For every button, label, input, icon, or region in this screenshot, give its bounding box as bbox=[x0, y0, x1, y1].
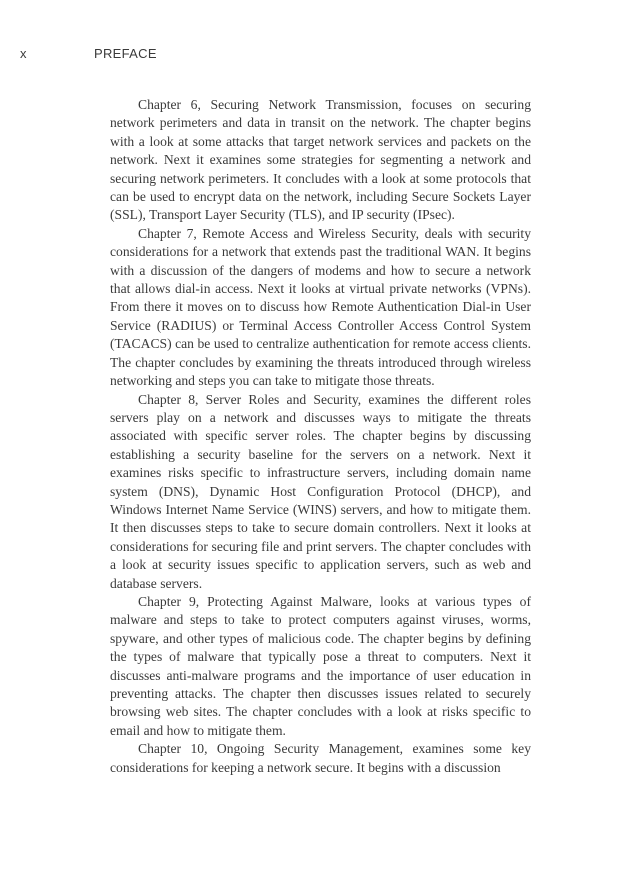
paragraph-chapter-7: Chapter 7, Remote Access and Wireless Security, deals with security considerations for a network that extends past the traditional WAN. It begins with a discussion of the dangers of modems and how to secure a network that allows dial-in access. Next it looks at virtual private networks (VPNs). From there it moves on to discuss how Remote Authentication Dial-in User Service (RADIUS) or Terminal Access Controller Access Control System (TACACS) can be used to centralize authentication for remote access clients. The chapter concludes by examining the threats introduced through wireless networking and steps you can take to mitigate those threats. bbox=[110, 225, 531, 389]
paragraph-chapter-6: Chapter 6, Securing Network Transmission, focuses on securing network perimeters and data in transit on the network. The chapter begins with a look at some attacks that target network services and packets on the network. Next it examines some strategies for segmenting a network and securing network perimeters. It concludes with a look at some protocols that can be used to encrypt data on the network, including Secure Sockets Layer (SSL), Transport Layer Security (TLS), and IP security (IPsec). bbox=[110, 97, 531, 223]
section-title: PREFACE bbox=[94, 46, 157, 61]
paragraph-chapter-9: Chapter 9, Protecting Against Malware, looks at various types of malware and steps to take to protect computers against viruses, worms, spyware, and other types of malicious code. The chapter begins by defining the types of malware that typically pose a threat to computers. Next it discusses anti-malware programs and the importance of user education in preventing attacks. The chapter then discusses issues related to securely browsing web sites. The chapter concludes with a look at risks specific to email and how to mitigate them. bbox=[110, 593, 531, 738]
body-text bbox=[110, 96, 531, 777]
running-head bbox=[0, 46, 638, 66]
paragraph-chapter-8: Chapter 8, Server Roles and Security, examines the different roles servers play on a network and discusses ways to mitigate the threats associated with specific server roles. The chapter begins by discussing establishing a security baseline for the servers on a network. Next it examines risks specific to infrastructure servers, including domain name system (DNS), Dynamic Host Configuration Protocol (DHCP), and Windows Internet Name Service (WINS) servers, and how to mitigate them. It then discusses steps to take to secure domain controllers. Next it looks at considerations for securing file and print servers. The chapter concludes with a look at security issues specific to application servers, such as web and database servers. bbox=[110, 391, 531, 591]
paragraph-chapter-10: Chapter 10, Ongoing Security Management, examines some key considerations for keeping a network secure. It begins with a discussion bbox=[110, 741, 531, 775]
page-number: x bbox=[20, 46, 27, 61]
